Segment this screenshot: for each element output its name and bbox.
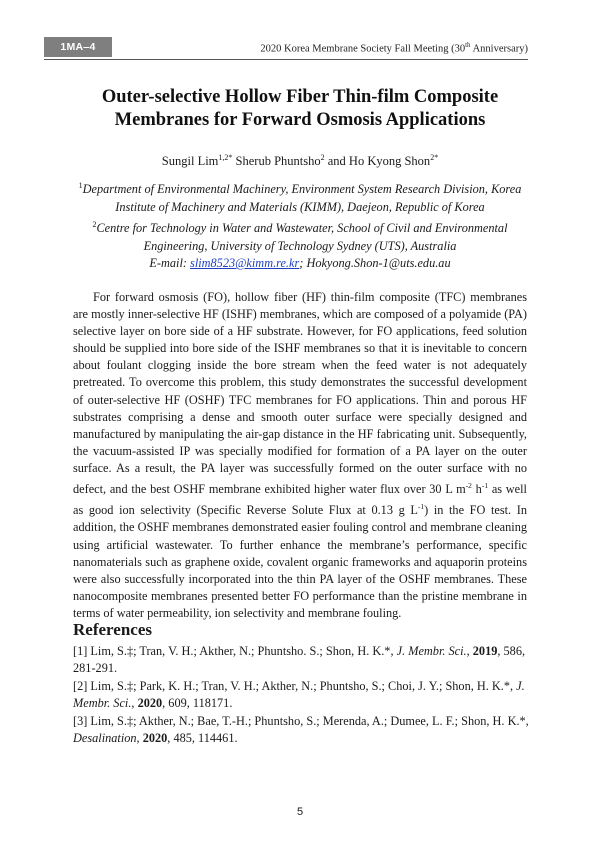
abstract-body: For forward osmosis (FO), hollow fiber (HF) thin-film composite (TFC) membranes are mostly inner-selective HF (ISHF) membranes, which are composed of a polyamide (PA) selective layer on bore side of a HF substrate. However, for FO applications, feed solution should be supplied into bore side of the ISHF membranes so that it is inevitable to concern about foulant clogging inside the bore stream when the feed water is not adequately pretreated. To overcome this problem, this study demonstrates the successful development of outer-selective HF (OSHF) TFC membranes for FO applications. Thin and porous HF substrates comprising a dense and smooth outer surface were specially designed and manufactured by manipulating the air-gap distance in the HF fabricating unit. Subsequently, the vacuum-assisted IP was specially modified for formation of a PA layer on the outer surface. As a result, the PA layer was successfully formed on the outer surface with no defect, and the best OSHF membrane exhibited higher water flux over 30 L $m^{-2}$ $h^{-1}$ as well as good ion selectivity (Specific Reverse Solute Flux at 0.13 g $L^{-1}$) in the FO test. In addition, the OSHF membranes demonstrated easier fouling control and membrane cleaning using artificial wastewater. To further enhance the membrane’s performance, specific nanomaterials such as graphene oxide, covalent organic frameworks and aquaporin proteins were also successfully incorporated into the thin PA layer of the OSHF membranes. These nanocomposite membranes presented better FO performance than the pristine membrane in terms of water permeability, ion selectivity and membrane fouling. <box>73 290 527 620</box>
conference-header: 2020 Korea Membrane Society Fall Meeting (30th Anniversary) <box>260 41 528 55</box>
author-name: Sungil Lim <box>161 154 219 169</box>
title-line-1: Outer-selective Hollow Fiber Thin-film Composite <box>101 87 499 107</box>
affiliation-1-line-2: Institute of Machinery and Materials (KIMM), Daejeon, Republic of Korea <box>115 199 485 214</box>
title-line-2: Membranes for Forward Osmosis Applications <box>114 110 486 130</box>
author-list: Sungil Lim$^{1,2*}$ Sherub Phuntsho$^2$ and Ho Kyong Shon$^{2*}$ <box>161 153 439 169</box>
author-name: Sherub Phuntsho <box>235 154 321 169</box>
header-divider <box>44 59 528 60</box>
session-badge: 1MA‒4 <box>44 37 112 57</box>
author-name: Ho Kyong Shon <box>348 154 431 169</box>
reference-item: [3] Lim, S.‡; Akther, N.; Bae, T.-H.; Phuntsho, S.; Merenda, A.; Dumee, L. F.; Shon, H. K.*, Desalination, 2020, 485, 114461. <box>73 713 529 746</box>
affiliation-1-line-1: $^1$Department of Environmental Machinery, Environment System Research Division, Korea <box>78 181 522 197</box>
reference-item: [1] Lim, S.‡; Tran, V. H.; Akther, N.; Phuntsho. S.; Shon, H. K.*, J. Membr. Sci., 2019, 586, 281-291. <box>73 644 526 676</box>
email-text: Hokyong.Shon-1@uts.edu.au <box>306 256 451 271</box>
references-list <box>73 643 529 747</box>
affiliation-2-line-2: Engineering, University of Technology Sydney (UTS), Australia <box>143 238 457 253</box>
email-line: E-mail: slim8523@kimm.re.kr; Hokyong.Shon-1@uts.edu.au <box>149 256 451 271</box>
page-number: 5 <box>296 806 304 818</box>
paper-title <box>0 86 600 132</box>
reference-item: [2] Lim, S.‡; Park, K. H.; Tran, V. H.; Akther, N.; Phuntsho, S.; Choi, J. Y.; Shon, H. K.*, J. Membr. Sci., 2020, 609, 118171. <box>73 678 525 711</box>
references-heading: References <box>73 620 152 639</box>
affiliation-2-line-1: $^2$Centre for Technology in Water and Wastewater, School of Civil and Environmental <box>92 220 508 236</box>
affiliations <box>0 177 600 273</box>
email-link[interactable]: slim8523@kimm.re.kr <box>190 256 300 271</box>
